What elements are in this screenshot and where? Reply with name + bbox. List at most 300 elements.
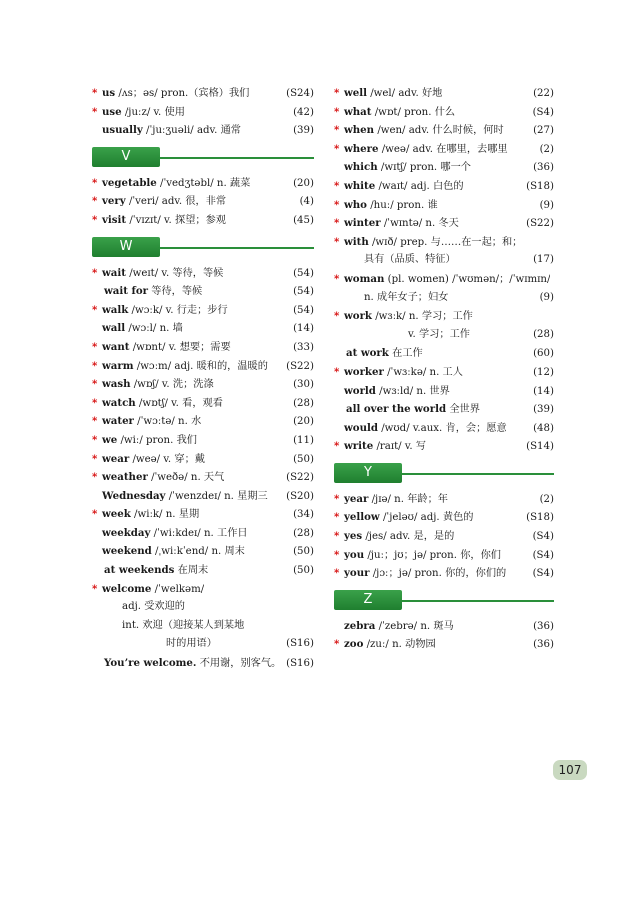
glossary-entry — [92, 103, 314, 122]
unit-reference: (S22) — [286, 360, 314, 372]
definition: /ˈwelkəm/ — [151, 583, 205, 595]
definition: /juː；jʊ；jə/ pron. 你，你们 — [364, 549, 501, 561]
headword: well — [344, 87, 367, 99]
entry-text — [92, 654, 281, 674]
star-marker-icon: * — [334, 511, 340, 524]
definition: /ˈwɔːtə/ n. 水 — [133, 416, 202, 428]
definition: /wɪð/ prep. 与……在一起；和； — [368, 236, 523, 248]
star-marker-icon: * — [334, 440, 340, 453]
entry-text — [334, 382, 450, 402]
definition: /wen/ adv. 什么时候，何时 — [374, 125, 504, 137]
glossary-entry — [92, 617, 314, 636]
star-marker-icon: * — [92, 195, 98, 208]
glossary-entry — [334, 214, 554, 233]
section-header-y — [334, 463, 554, 483]
star-marker-icon: * — [92, 213, 98, 226]
glossary-entry — [334, 177, 554, 196]
star-marker-icon: * — [92, 452, 98, 465]
star-marker-icon: * — [92, 176, 98, 189]
glossary-entry — [92, 84, 314, 103]
glossary-entry — [92, 338, 314, 357]
headword: what — [344, 105, 372, 118]
entry-text — [92, 487, 268, 507]
entry-text — [334, 270, 550, 290]
entry-text — [92, 580, 204, 600]
headword: water — [102, 415, 134, 428]
section-divider — [158, 247, 314, 249]
definition: /ˈjeləʊ/ adj. 黄色的 — [379, 512, 474, 524]
glossary-entry — [334, 326, 554, 345]
headword: very — [102, 195, 126, 208]
definition: /zuː/ n. 动物园 — [363, 639, 436, 651]
unit-reference: (22) — [533, 88, 554, 99]
definition: /waɪt/ adj. 白色的 — [375, 180, 464, 192]
definition: /wel/ adv. 好地 — [367, 88, 443, 99]
unit-reference: (28) — [533, 328, 554, 340]
section-header-z — [334, 590, 554, 610]
glossary-entry — [92, 282, 314, 301]
headword: who — [344, 198, 367, 211]
glossary-entry — [92, 505, 314, 524]
star-marker-icon: * — [92, 415, 98, 428]
definition: /wɒtʃ/ v. 看，观看 — [135, 397, 223, 409]
entry-text — [334, 214, 459, 234]
entry-text — [92, 598, 185, 617]
entry-text — [92, 211, 226, 231]
section-letter-badge: V — [92, 147, 160, 167]
definition: /wɜːk/ n. 学习；工作 — [372, 311, 473, 323]
headword: wear — [102, 452, 130, 465]
definition: (pl. women) /ˈwʊmən/；/ˈwɪmɪn/ — [384, 273, 550, 285]
unit-reference: (S22) — [286, 472, 314, 484]
headword: all over the world — [346, 403, 447, 416]
unit-reference: (S16) — [286, 658, 314, 670]
definition: /ˈjuːʒuəli/ adv. 通常 — [142, 125, 241, 137]
star-marker-icon: * — [334, 492, 340, 505]
unit-reference: (28) — [293, 527, 314, 539]
glossary-entry — [334, 363, 554, 382]
entry-text — [334, 508, 473, 528]
section-divider — [400, 600, 554, 602]
unit-reference: (S4) — [532, 106, 554, 118]
star-marker-icon: * — [334, 198, 340, 211]
unit-reference: (2) — [539, 493, 554, 505]
entry-text — [92, 617, 244, 636]
entry-text — [334, 437, 426, 457]
glossary-entry — [92, 431, 314, 450]
star-marker-icon: * — [334, 530, 340, 543]
headword: wash — [102, 378, 131, 391]
glossary-entry — [92, 635, 314, 654]
headword: where — [344, 142, 379, 155]
unit-reference: (S16) — [286, 638, 314, 650]
definition: /wɒʃ/ v. 洗；洗涤 — [130, 379, 214, 391]
star-marker-icon: * — [92, 266, 98, 279]
headword: want — [102, 340, 130, 353]
glossary-entry — [92, 468, 314, 487]
headword: weekday — [102, 526, 151, 539]
glossary-entry — [334, 617, 554, 636]
unit-reference: (36) — [533, 162, 554, 174]
glossary-entry — [334, 84, 554, 103]
entry-text — [92, 505, 199, 525]
star-marker-icon: * — [334, 310, 340, 323]
star-marker-icon: * — [334, 105, 340, 118]
glossary-entry — [334, 158, 554, 177]
definition: /wiːk/ n. 星期 — [130, 509, 200, 521]
entry-text — [92, 561, 208, 581]
glossary-entry — [334, 196, 554, 215]
glossary-entry — [92, 487, 314, 506]
headword: usually — [102, 124, 143, 137]
headword: worker — [344, 365, 384, 378]
page-number-badge: 107 — [553, 760, 587, 780]
unit-reference: (14) — [533, 385, 554, 397]
star-marker-icon: * — [92, 87, 98, 99]
entry-text — [334, 177, 464, 197]
glossary-entry — [92, 561, 314, 580]
definition: /wiː/ pron. 我们 — [117, 434, 197, 446]
entry-text — [334, 84, 442, 104]
unit-reference: (34) — [293, 509, 314, 521]
definition: /wʊd/ v.aux. 肯，会；愿意 — [377, 422, 507, 434]
unit-reference: (14) — [293, 323, 314, 335]
star-marker-icon: * — [92, 471, 98, 484]
glossary-entry — [334, 382, 554, 401]
definition: /ˈweðə/ n. 天气 — [147, 472, 225, 484]
headword: write — [344, 440, 374, 453]
glossary-entry — [334, 546, 554, 565]
star-marker-icon: * — [92, 303, 98, 316]
definition: /ˈwɪntə/ n. 冬天 — [380, 218, 459, 230]
entry-text — [92, 301, 228, 321]
entry-text — [92, 468, 224, 488]
entry-text — [92, 121, 241, 141]
unit-reference: (45) — [293, 214, 314, 226]
headword: yes — [344, 530, 363, 543]
headword: you — [344, 548, 365, 561]
definition: /raɪt/ v. 写 — [373, 441, 427, 453]
glossary-entry — [334, 400, 554, 419]
star-marker-icon: * — [92, 396, 98, 409]
glossary-right-column — [334, 84, 554, 654]
glossary-entry — [92, 394, 314, 413]
entry-text — [334, 419, 507, 439]
glossary-entry — [334, 527, 554, 546]
unit-reference: (S20) — [286, 490, 314, 502]
definition: /ˈzebrə/ n. 斑马 — [375, 620, 454, 632]
glossary-entry — [92, 192, 314, 211]
headword: wait — [102, 266, 126, 279]
unit-reference: (30) — [293, 379, 314, 391]
entry-text — [334, 363, 463, 383]
glossary-entry — [92, 264, 314, 283]
entry-text — [334, 400, 480, 420]
headword: walk — [102, 303, 129, 316]
entry-text — [92, 450, 205, 470]
unit-reference: (54) — [293, 286, 314, 298]
unit-reference: (S4) — [532, 568, 554, 580]
star-marker-icon: * — [334, 87, 340, 99]
entry-text — [334, 196, 438, 216]
star-marker-icon: * — [92, 378, 98, 391]
glossary-entry — [92, 654, 314, 673]
unit-reference: (17) — [533, 254, 554, 266]
unit-reference: (39) — [293, 125, 314, 137]
entry-text — [92, 338, 231, 358]
definition: /ˈwenzdeɪ/ n. 星期三 — [165, 490, 268, 502]
glossary-entry — [92, 412, 314, 431]
entry-text — [92, 192, 226, 212]
entry-text — [334, 307, 473, 327]
definition: /wɜːld/ n. 世界 — [375, 385, 450, 397]
glossary-entry — [92, 524, 314, 543]
headword: zebra — [344, 619, 376, 632]
glossary-entry — [334, 307, 554, 326]
definition: /wɔːk/ v. 行走；步行 — [128, 304, 228, 316]
unit-reference: (48) — [533, 422, 554, 434]
unit-reference: (28) — [293, 397, 314, 409]
headword: visit — [102, 213, 127, 226]
headword: watch — [102, 396, 136, 409]
definition: /jɔː；jə/ pron. 你的，你们的 — [369, 568, 507, 580]
unit-reference: (9) — [539, 199, 554, 211]
definition: /ʌs；əs/ pron.（宾格）我们 — [115, 88, 250, 99]
headword: at weekends — [104, 564, 175, 577]
glossary-left-column — [92, 84, 314, 673]
star-marker-icon: * — [92, 433, 98, 446]
headword: wall — [102, 322, 126, 335]
glossary-entry — [334, 564, 554, 583]
definition: 具有（品质、特征） — [364, 254, 456, 266]
section-divider — [158, 157, 314, 159]
definition: 不用谢，别客气。 — [196, 658, 282, 670]
entry-text — [334, 546, 501, 566]
unit-reference: (S22) — [526, 218, 554, 230]
entry-text — [92, 264, 223, 284]
headword: You’re welcome. — [104, 657, 197, 670]
unit-reference: (36) — [533, 620, 554, 632]
definition: adj. 受欢迎的 — [122, 601, 185, 613]
glossary-entry — [334, 233, 554, 252]
glossary-entry — [334, 490, 554, 509]
headword: warm — [102, 359, 134, 372]
star-marker-icon: * — [92, 105, 98, 118]
entry-text — [92, 319, 183, 339]
definition: /weə/ adv. 在哪里，去哪里 — [378, 143, 508, 155]
unit-reference: (39) — [533, 404, 554, 416]
unit-reference: (S18) — [526, 512, 554, 524]
section-letter-badge: W — [92, 237, 160, 257]
headword: year — [344, 492, 369, 505]
entry-text — [92, 375, 214, 395]
glossary-entry — [334, 121, 554, 140]
entry-text — [334, 140, 508, 160]
unit-reference: (S18) — [526, 180, 554, 192]
star-marker-icon: * — [334, 142, 340, 155]
entry-text — [334, 251, 456, 270]
entry-text — [92, 84, 249, 104]
entry-text — [92, 282, 202, 302]
unit-reference: (S4) — [532, 531, 554, 543]
definition: int. 欢迎（迎接某人到某地 — [122, 619, 245, 631]
definition: /huː/ pron. 谁 — [366, 199, 438, 211]
unit-reference: (60) — [533, 348, 554, 360]
definition: /wɒnt/ v. 想要；需要 — [129, 341, 231, 353]
entry-text — [92, 524, 248, 544]
glossary-entry — [92, 542, 314, 561]
entry-text — [334, 490, 448, 510]
entry-text — [92, 635, 217, 654]
headword: work — [344, 310, 372, 323]
entry-text — [92, 174, 250, 194]
unit-reference: (54) — [293, 267, 314, 279]
star-marker-icon: * — [92, 582, 98, 595]
star-marker-icon: * — [334, 235, 340, 248]
entry-text — [334, 344, 423, 364]
star-marker-icon: * — [334, 124, 340, 137]
entry-text — [334, 289, 448, 308]
star-marker-icon: * — [334, 179, 340, 192]
headword: yellow — [344, 511, 380, 524]
unit-reference: (20) — [293, 416, 314, 428]
glossary-entry — [92, 580, 314, 599]
glossary-entry — [334, 289, 554, 308]
definition: /wɒt/ pron. 什么 — [371, 106, 456, 118]
definition: 在工作 — [388, 348, 423, 360]
headword: would — [344, 421, 378, 434]
headword: world — [344, 384, 376, 397]
unit-reference: (S4) — [532, 549, 554, 561]
entry-text — [334, 635, 436, 655]
unit-reference: (36) — [533, 639, 554, 651]
glossary-entry — [334, 344, 554, 363]
glossary-entry — [92, 211, 314, 230]
entry-text — [334, 121, 504, 141]
star-marker-icon: * — [334, 567, 340, 580]
unit-reference: (42) — [293, 106, 314, 118]
definition: /ˈveri/ adv. 很，非常 — [125, 196, 227, 208]
headword: white — [344, 179, 376, 192]
headword: with — [344, 235, 369, 248]
unit-reference: (11) — [293, 434, 314, 446]
glossary-entry — [92, 357, 314, 376]
definition: /weə/ v. 穿；戴 — [129, 453, 205, 465]
section-header-v — [92, 147, 314, 167]
definition: /ˈwɜːkə/ n. 工人 — [383, 366, 463, 378]
glossary-entry — [334, 635, 554, 654]
unit-reference: (20) — [293, 177, 314, 189]
star-marker-icon: * — [92, 359, 98, 372]
definition: /wɔːl/ n. 墙 — [125, 323, 183, 335]
entry-text — [92, 103, 185, 123]
unit-reference: (33) — [293, 341, 314, 353]
entry-text — [92, 542, 245, 562]
headword: welcome — [102, 582, 152, 595]
headword: weather — [102, 471, 148, 484]
glossary-entry — [334, 419, 554, 438]
unit-reference: (S24) — [286, 88, 314, 99]
unit-reference: (50) — [293, 565, 314, 577]
glossary-entry — [92, 174, 314, 193]
entry-text — [334, 158, 471, 178]
unit-reference: (S14) — [526, 441, 554, 453]
headword: use — [102, 105, 122, 118]
glossary-entry — [92, 121, 314, 140]
star-marker-icon: * — [92, 508, 98, 521]
glossary-entry — [334, 251, 554, 270]
section-header-w — [92, 237, 314, 257]
definition: /wɪtʃ/ pron. 哪一个 — [377, 162, 471, 174]
glossary-entry — [92, 598, 314, 617]
unit-reference: (4) — [299, 196, 314, 208]
glossary-entry — [334, 437, 554, 456]
headword: winter — [344, 217, 381, 230]
entry-text — [92, 431, 197, 451]
unit-reference: (12) — [533, 366, 554, 378]
entry-text — [92, 394, 223, 414]
definition: /weɪt/ v. 等待，等候 — [125, 267, 224, 279]
definition: /jɪə/ n. 年龄；年 — [368, 493, 448, 505]
unit-reference: (9) — [539, 291, 554, 303]
definition: 等待，等候 — [148, 286, 203, 298]
headword: Wednesday — [102, 489, 166, 502]
glossary-entry — [334, 140, 554, 159]
unit-reference: (27) — [533, 125, 554, 137]
definition: /juːz/ v. 使用 — [121, 106, 185, 118]
headword: zoo — [344, 638, 364, 651]
definition: /wɔːm/ adj. 暖和的，温暖的 — [133, 360, 268, 372]
headword: we — [102, 433, 118, 446]
headword: which — [344, 161, 378, 174]
definition: v. 学习；工作 — [408, 328, 470, 340]
glossary-entry — [334, 508, 554, 527]
star-marker-icon: * — [334, 217, 340, 230]
glossary-entry — [92, 301, 314, 320]
headword: at work — [346, 347, 389, 360]
section-letter-badge: Y — [334, 463, 402, 483]
definition: /ˈvɪzɪt/ v. 探望；参观 — [126, 214, 226, 226]
unit-reference: (54) — [293, 304, 314, 316]
star-marker-icon: * — [334, 548, 340, 561]
entry-text — [334, 326, 470, 345]
definition: /jes/ adv. 是，是的 — [362, 531, 455, 543]
definition: 在周末 — [174, 565, 209, 577]
glossary-entry — [92, 375, 314, 394]
entry-text — [334, 527, 454, 547]
headword: weekend — [102, 545, 152, 558]
headword: your — [344, 567, 370, 580]
star-marker-icon: * — [92, 340, 98, 353]
star-marker-icon: * — [334, 365, 340, 378]
definition: n. 成年女子；妇女 — [364, 291, 449, 303]
entry-text — [334, 617, 454, 637]
star-marker-icon: * — [334, 272, 340, 285]
definition: /ˈwiːkdeɪ/ n. 工作日 — [150, 527, 248, 539]
headword: when — [344, 124, 375, 137]
definition: /ˈvedʒtəbl/ n. 蔬菜 — [156, 177, 251, 189]
entry-text — [92, 357, 268, 377]
headword: wait for — [104, 285, 149, 298]
headword: vegetable — [102, 176, 157, 189]
entry-text — [334, 103, 455, 123]
headword: us — [102, 87, 116, 99]
unit-reference: (50) — [293, 453, 314, 465]
definition: 全世界 — [446, 404, 480, 416]
glossary-entry — [334, 270, 554, 289]
headword: week — [102, 508, 131, 521]
entry-text — [92, 412, 201, 432]
